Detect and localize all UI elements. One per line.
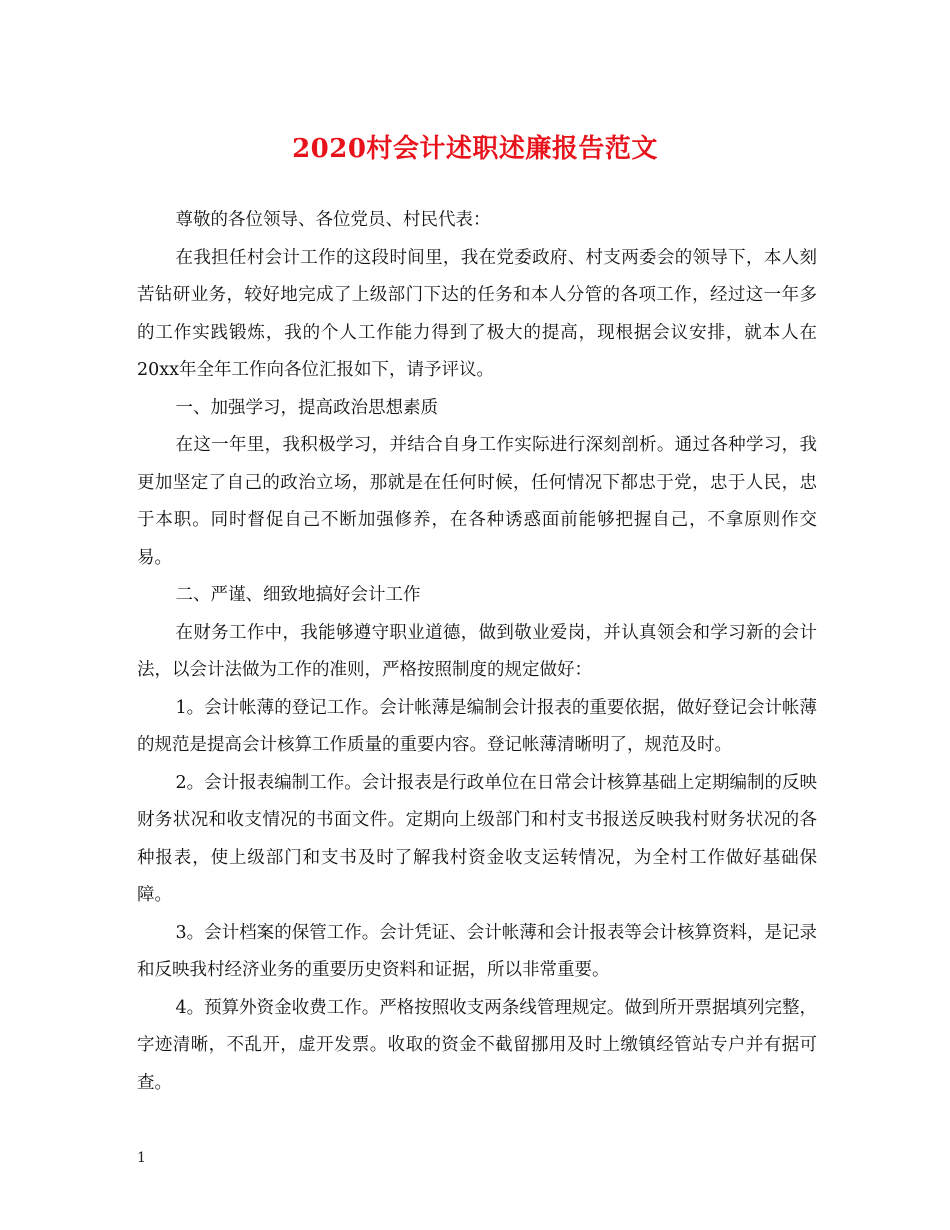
section-heading-1: 一、加强学习，提高政治思想素质 — [175, 397, 438, 418]
document-title: 2020村会计述职述廉报告范文 — [292, 134, 658, 164]
paragraph-intro: 在我担任村会计工作的这段时间里，我在党委政府、村支两委会的领导下，本人刻苦钻研业务，较好地完成了上级部门下达的任务和本人分管的各项工作，经过这一年多的工作实践锻炼，我的个人工作能力得到了极大的提高，现根据会议安排，就本人在20xx年全年工作向各位汇报如下，请予评议。 — [137, 247, 817, 380]
page-number: 1 — [137, 1150, 146, 1166]
paragraph-salutation: 尊敬的各位领导、各位党员、村民代表： — [175, 210, 491, 230]
list-item-1: 1。会计帐薄的登记工作。会计帐薄是编制会计报表的重要依据，做好登记会计帐薄的规范是提高会计核算工作质量的重要内容。登记帐薄清晰明了，规范及时。 — [137, 697, 817, 755]
list-item-2: 2。会计报表编制工作。会计报表是行政单位在日常会计核算基础上定期编制的反映财务状况和收支情况的书面文件。定期向上级部门和村支书报送反映我村财务状况的各种报表，使上级部门和支书及时了解我村资金收支运转情况，为全村工作做好基础保障。 — [137, 772, 817, 905]
section-heading-2: 二、严谨、细致地搞好会计工作 — [175, 585, 421, 605]
paragraph-section-1: 在这一年里，我积极学习，并结合自身工作实际进行深刻剖析。通过各种学习，我更加坚定了自己的政治立场，那就是在任何时候，任何情况下都忠于党，忠于人民，忠于本职。同时督促自己不断加强修养，在各种诱惑面前能够把握自己，不拿原则作交易。 — [137, 435, 817, 568]
list-item-4: 4。预算外资金收费工作。严格按照收支两条线管理规定。做到所开票据填列完整，字迹清晰，不乱开，虚开发票。收取的资金不截留挪用及时上缴镇经管站专户并有据可查。 — [137, 997, 817, 1093]
paragraph-section-2: 在财务工作中，我能够遵守职业道德，做到敬业爱岗，并认真领会和学习新的会计法，以会计法做为工作的准则，严格按照制度的规定做好： — [137, 622, 817, 680]
document-body — [137, 202, 817, 1102]
list-item-3: 3。会计档案的保管工作。会计凭证、会计帐薄和会计报表等会计核算资料，是记录和反映我村经济业务的重要历史资料和证据，所以非常重要。 — [137, 922, 817, 980]
